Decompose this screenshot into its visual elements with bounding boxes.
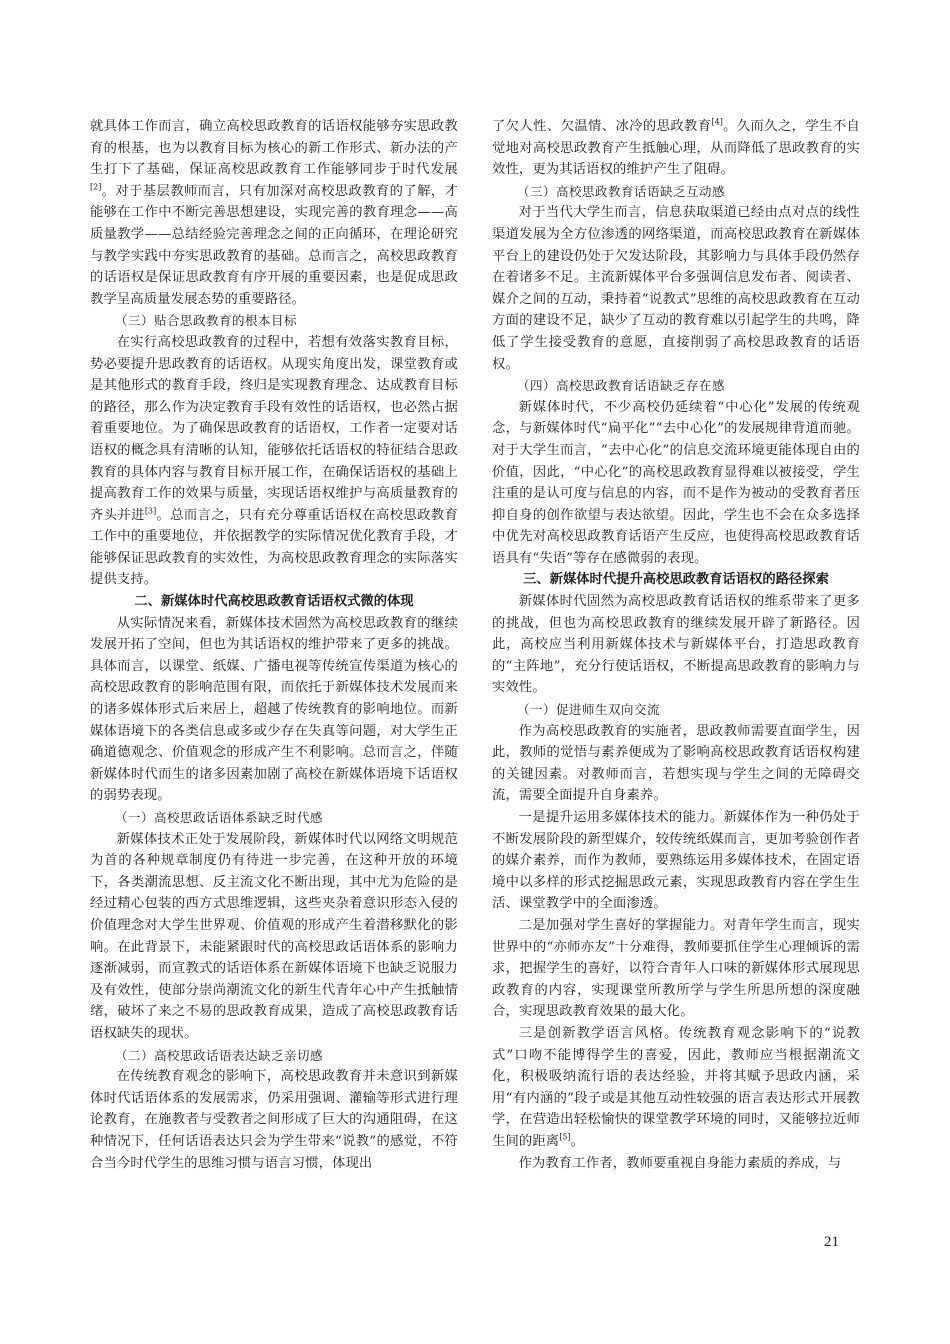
paragraph: 新媒体技术正处于发展阶段，新媒体时代以网络文明规范为首的各种规章制度仍有待进一步完善，在这种开放的环境下，各类潮流思想、反主流文化不断出现，其中尤为危险的是经过精心包装的西方式思维逻辑，这些夹杂着意识形态入侵的价值理念对大学生世界观、价值观的形成产生着潜移默化的影响。在此背景下，未能紧跟时代的高校思政话语体系的影响力逐渐减弱，而宣教式的话语体系在新媒体语境下也缺乏说服力及有效性，使部分崇尚潮流文化的新生代青年心中产生抵触情绪，破坏了来之不易的思政教育成果，造成了高校思政教育话语权缺失的现状。 bbox=[90, 831, 458, 1041]
subsection-heading: （三）贴合思政教育的根本目标 bbox=[115, 313, 298, 329]
paragraph bbox=[492, 1023, 860, 1153]
paragraph-text: 。对于基层教师而言，只有加深对高校思政教育的了解，才能够在工作中不断完善思想建设，实现完善的教育理念——高质量教学——总结经验完善理念之间的正向循环，在理论研究与教学实践中夯实思政教育的基础。总而言之，高校思政教育的话语权是保证思政教育有序开展的重要因素，也是促成思政教学呈高质量发展态势的重要路径。 bbox=[90, 183, 458, 307]
paragraph: 一是提升运用多媒体技术的能力。新媒体作为一种仍处于不断发展阶段的新型媒介，较传统纸媒而言，更加考验创作者的媒介素养，而作为教师，要熟练运用多媒体技术，在固定语境中以多样的形式挖掘思政元素，实现思政教育内容在学生生活、课堂教学中的全面渗透。 bbox=[492, 810, 860, 912]
citation-ref: [3] bbox=[144, 506, 157, 516]
paragraph: 新媒体时代固然为高校思政教育话语权的维系带来了更多的挑战，但也为高校思政教育的继续发展开辟了新路径。因此，高校应当利用新媒体技术与新媒体平台，打造思政教育的“主阵地”，充分行使话语权，不断提高思政教育的影响力与实效性。 bbox=[492, 594, 860, 696]
citation-ref: [5] bbox=[559, 1132, 571, 1142]
subsection-heading: （一）促进师生双向交流 bbox=[517, 702, 661, 718]
subsection-heading: （一）高校思政话语体系缺乏时代感 bbox=[115, 810, 324, 825]
right-column bbox=[492, 116, 860, 1174]
paragraph bbox=[90, 332, 458, 591]
paragraph: 二是加强对学生喜好的掌握能力。对青年学生而言，现实世界中的“亦师亦友”十分难得，教师要抓住学生心理倾诉的需求，把握学生的喜好，以符合青年人口味的新媒体形式展现思政教育的内容，实现课堂所教所学与学生所思所想的深度融合，实现思政教育效果的最大化。 bbox=[492, 917, 860, 1020]
paragraph: 作为教育工作者，教师要重视自身能力素质的养成，与 bbox=[518, 1155, 842, 1171]
citation-ref: [2] bbox=[90, 182, 102, 192]
left-column bbox=[90, 116, 458, 1174]
paragraph: 从实际情况来看，新媒体技术固然为高校思政教育的继续发展开拓了空间，但也为其话语权的维护带来了更多的挑战。具体而言，以课堂、纸媒、广播电视等传统宣传渠道为核心的高校思政教育的影响范围有限，而依托于新媒体技术发展而来的诸多媒体形式后来居上，超越了传统教育的影响地位。而新媒体语境下的各类信息或多或少存在失真等问题，对大学生正确道德观念、价值观念的形成产生不利影响。总而言之，伴随新媒体时代而生的诸多因素加剧了高校在新媒体语境下话语权的弱势表现。 bbox=[90, 615, 458, 804]
paragraph bbox=[492, 116, 860, 181]
paragraph-text: 。总而言之，只有充分尊重话语权在高校思政教育工作中的重要地位，并依据教学的实际情况优化教育手段，才能够保证思政教育的实效性，为高校思政教育理念的实际落实提供支持。 bbox=[90, 507, 458, 588]
paragraph-text: 了欠人性、欠温情、冰冷的思政教育 bbox=[492, 119, 712, 134]
subsection-heading: （四）高校思政教育话语缺乏存在感 bbox=[517, 378, 726, 394]
section-heading: 三、新媒体时代提升高校思政教育话语权的路径探索 bbox=[523, 572, 829, 588]
subsection-heading: （三）高校思政教育话语缺乏互动感 bbox=[517, 183, 726, 199]
paragraph: 新媒体时代，不少高校仍延续着“中心化”发展的传统观念，与新媒体时代“扁平化”“去中心化”的发展规律背道而驰。对于大学生而言，“去中心化”的信息交流环境更能体现自由的价值，因此，“中心化”的高校思政教育显得难以被接受，学生注重的是认可度与信息的内容，而不是作为被动的受教育者压抑自身的创作欲望与表达欲望。因此，学生也不会在众多选择中优先对高校思政教育话语产生反应，也使得高校思政教育话语具有“失语”等存在感微弱的表现。 bbox=[492, 399, 860, 566]
citation-ref: [4] bbox=[711, 117, 723, 127]
paragraph-text: 就具体工作而言，确立高校思政教育的话语权能够夯实思政教育的根基，也为以教育目标为核心的新工作形式、新办法的产生打下了基础，保证高校思政教育工作能够同步于时代发展 bbox=[90, 119, 458, 178]
paragraph: 作为高校思政教育的实施者，思政教师需要直面学生，因此，教师的觉悟与素养便成为了影响高校思政教育话语权构建的关键因素。对教师而言，若想实现与学生之间的无障碍交流，需要全面提升自身素养。 bbox=[492, 723, 860, 804]
paragraph-text: 三是创新教学语言风格。传统教育观念影响下的“说教式”口吻不能博得学生的喜爱，因此，教师应当根据潮流文化，积极吸纳流行语的表达经验，并将其赋予思政内涵，采用“有内涵的”段子或是其他互动性较强的语言表达形式开展教学，在营造出轻松愉快的课堂教学环境的同时，又能够拉近师生间的距离 bbox=[492, 1025, 860, 1149]
paragraph bbox=[90, 116, 458, 310]
subsection-heading: （二）高校思政话语表达缺乏亲切感 bbox=[115, 1047, 324, 1063]
section-heading: 二、新媒体时代高校思政教育话语权式微的体现 bbox=[134, 594, 414, 610]
paragraph-text: 。 bbox=[570, 1133, 585, 1149]
paragraph-text: 。久而久之，学生不自觉地对高校思政教育产生抵触心理，从而降低了思政教育的实效性，更为其话语权的维护产生了阻碍。 bbox=[492, 119, 861, 178]
paragraph: 在传统教育观念的影响下，高校思政教育并未意识到新媒体时代话语体系的发展需求，仍采用强调、灌输等形式进行理论教育，在施教者与受教者之间形成了巨大的沟通阻碍，在这种情况下，任何话语表达只会为学生带来“说教”的感觉，不符合当今时代学生的思维习惯与语言习惯，体现出 bbox=[90, 1069, 458, 1171]
page-number: 21 bbox=[824, 1234, 839, 1250]
paragraph: 对于当代大学生而言，信息获取渠道已经由点对点的线性渠道发展为全方位渗透的网络渠道，而高校思政教育在新媒体平台上的建设仍处于欠发达阶段，其影响力与具体手段仍然存在着诸多不足。主流新媒体平台多强调信息发布者、阅读者、媒介之间的互动，秉持着“说教式”思维的高校思政教育在互动方面的建设不足，缺少了互动的教育难以引起学生的共鸣，降低了学生接受教育的意愿，直接削弱了高校思政教育的话语权。 bbox=[492, 205, 860, 372]
paragraph-text: 在实行高校思政教育的过程中，若想有效落实教育目标，势必要提升思政教育的话语权。从现实角度出发，课堂教育或是其他形式的教育手段，终归是实现教育理念、达成教育目标的路径，那么作为决定教育手段有效性的话语权，也必然占据着重要地位。为了确保思政教育的话语权，工作者一定要对话语权的概念具有清晰的认知，能够依托话语权的特征结合思政教育的具体内容与教育目标开展工作，在确保话语权的基础上提高教育工作的效果与质量，实现话语权维护与高质量教育的齐头并进 bbox=[90, 334, 458, 523]
